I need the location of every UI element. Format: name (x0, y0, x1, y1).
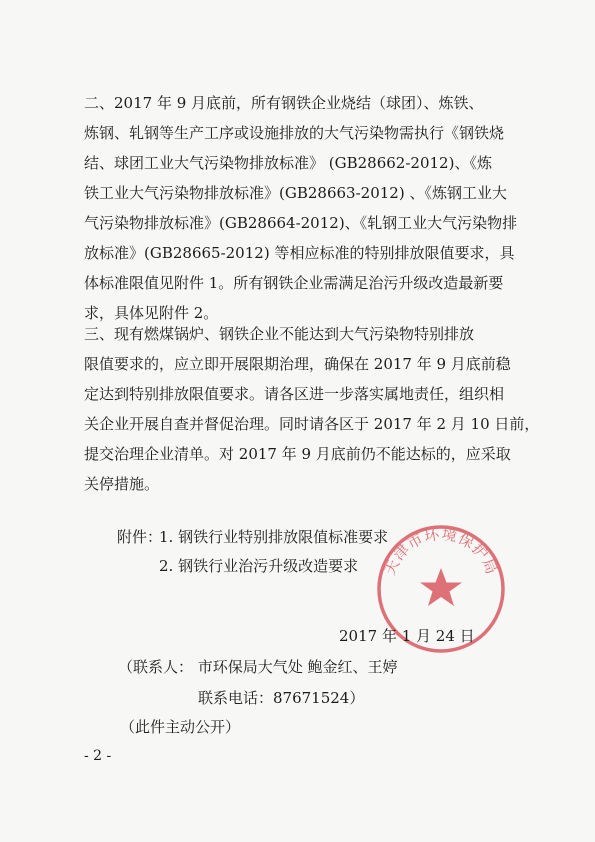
attachments-label: 附件： (117, 528, 163, 546)
text-line: 提交治理企业清单。对 2017 年 9 月底前仍不能达标的，应采取 (84, 445, 511, 463)
text-line: 求，具体见附件 2。 (84, 304, 219, 322)
text-line: 体标准限值见附件 1。所有钢铁企业需满足治污升级改造最新要 (84, 274, 504, 292)
text-line: 二、2017 年 9 月底前，所有钢铁企业烧结（球团）、炼铁、 (84, 94, 484, 112)
text-line: 限值要求的，应立即开展限期治理，确保在 2017 年 9 月底前稳 (84, 355, 511, 373)
text-line: 放标准》(GB28665-2012) 等相应标准的特别排放限值要求，具 (84, 244, 515, 262)
paragraph-section-two (84, 88, 524, 328)
text-line: 三、现有燃煤锅炉、钢铁企业不能达到大气污染物特别排放 (84, 325, 475, 343)
text-line: 气污染物排放标准》(GB28664-2012)、《轧钢工业大气污染物排 (84, 214, 518, 232)
text-line: 结、球团工业大气污染物排放标准》 (GB28662-2012)、《炼 (84, 154, 492, 172)
page-number: - 2 - (84, 748, 112, 764)
attachment-item-2: 2. 钢铁行业治污升级改造要求 (159, 557, 359, 575)
text-line: 铁工业大气污染物排放标准》(GB28663-2012) 、《炼钢工业大 (84, 184, 507, 202)
text-line: 炼钢、轧钢等生产工序或设施排放的大气污染物需执行《钢铁烧 (84, 124, 505, 142)
text-line: 定达到特别排放限值要求。请各区进一步落实属地责任，组织相 (84, 385, 505, 403)
paragraph-section-three (84, 319, 540, 499)
seal-text: 天津市环境保护局 (380, 524, 502, 578)
attachment-item-1: 1. 钢铁行业特别排放限值标准要求 (159, 528, 389, 546)
text-line: 关企业开展自查并督促治理。同时请各区于 2017 年 2 月 10 日前， (84, 415, 540, 433)
issue-date: 2017 年 1 月 24 日 (339, 627, 475, 645)
contact-phone: 联系电话：87671524） (198, 689, 365, 707)
disclosure-note: （此件主动公开） (120, 718, 241, 736)
text-line: 关停措施。 (84, 475, 160, 493)
seal-star-icon (420, 568, 462, 606)
contact-person: （联系人： 市环保局大气处 鲍金红、王婷 (118, 658, 398, 676)
